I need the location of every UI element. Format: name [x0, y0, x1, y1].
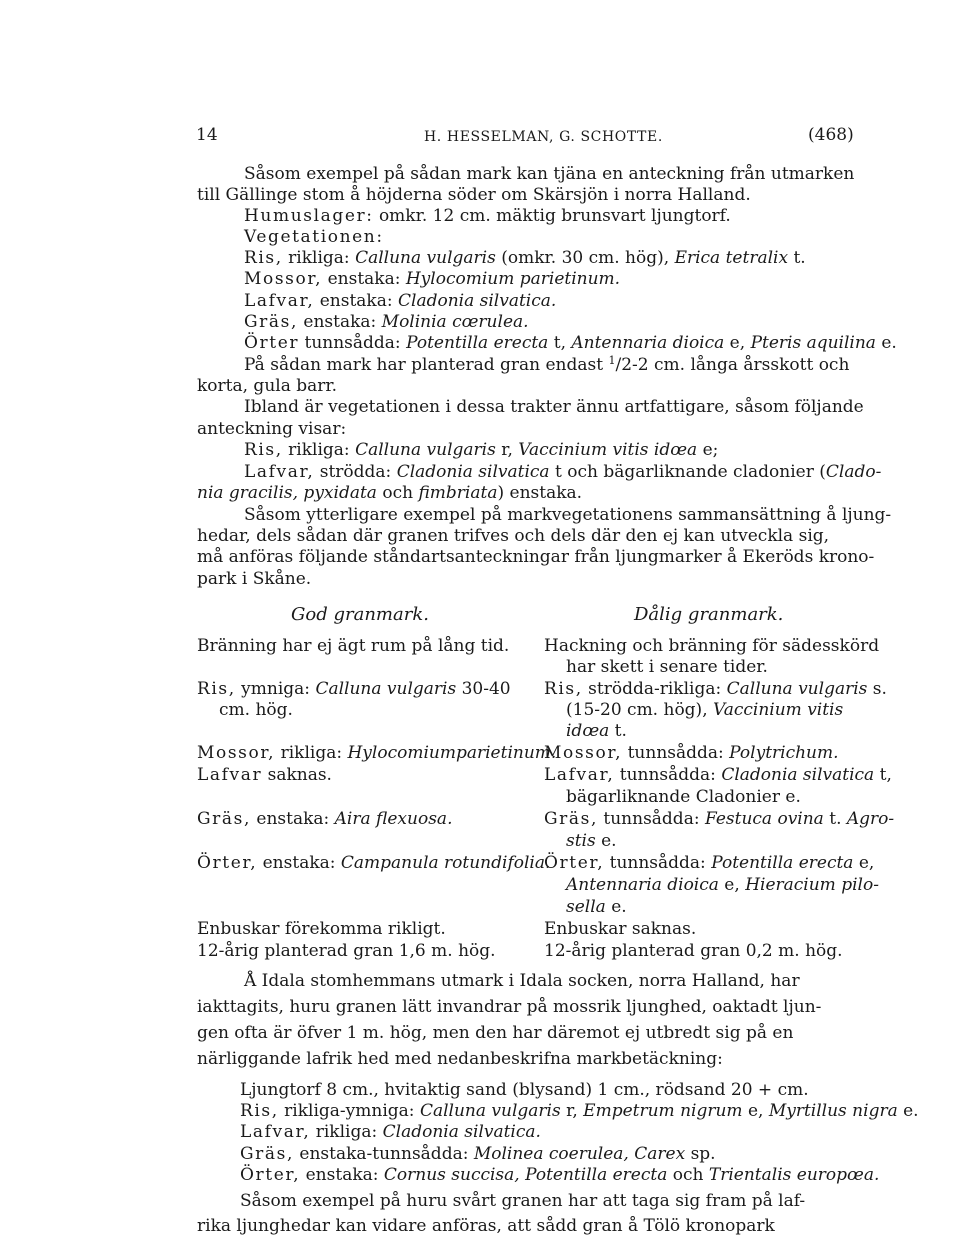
right-row-7: Enbuskar saknas.	[544, 919, 697, 939]
left-row-1: Bränning har ej ägt rum på lång tid.	[197, 636, 510, 656]
left-row-8: 12-årig planterad gran 1,6 m. hög.	[197, 941, 496, 961]
p1-planted-spruce-2: korta, gula barr.	[197, 376, 338, 396]
right-row-2c: idœa t.	[566, 721, 627, 741]
p4-line-2: iakttagits, huru granen lätt invandrar på mossrik ljunghed, oaktadt ljun-	[197, 997, 822, 1017]
right-row-1b: har skett i senare tider.	[566, 657, 768, 677]
page-number: 14	[196, 125, 218, 145]
p4-lafvar: Lafvar, rikliga: Cladonia silvatica.	[240, 1122, 541, 1142]
p3-line-4: park i Skåne.	[197, 569, 312, 589]
right-row-8: 12-årig planterad gran 0,2 m. hög.	[544, 941, 843, 961]
p2-line-1: Ibland är vegetationen i dessa trakter ännu artfattigare, såsom följande	[244, 397, 864, 417]
p2-lafvar: Lafvar, strödda: Cladonia silvatica t och bägarliknande cladonier (Clado-	[244, 462, 882, 482]
left-column-heading: God granmark.	[291, 604, 429, 625]
p4-gras: Gräs, enstaka-tunnsådda: Molinea coerulea, Carex sp.	[240, 1144, 716, 1164]
right-row-4b: bägarliknande Cladonier e.	[566, 787, 801, 807]
right-column-heading: Dålig granmark.	[634, 604, 784, 625]
p1-line-1: Såsom exempel på sådan mark kan tjäna en anteckning från utmarken	[244, 164, 855, 184]
p4-line-3: gen ofta är öfver 1 m. hög, men den har däremot ej utbredt sig på en	[197, 1023, 794, 1043]
p1-mossor: Mossor, enstaka: Hylocomium parietinum.	[244, 269, 621, 289]
p1-orter: Örter tunnsådda: Potentilla erecta t, Antennaria dioica e, Pteris aquilina e.	[244, 333, 897, 353]
right-row-2b: (15-20 cm. hög), Vaccinium vitis	[566, 700, 844, 720]
left-row-3: Mossor, rikliga: Hylocomiumparietinum.	[197, 743, 557, 763]
left-row-5: Gräs, enstaka: Aira flexuosa.	[197, 809, 453, 829]
left-row-2b: cm. hög.	[219, 700, 293, 720]
p1-gras: Gräs, enstaka: Molinia cœrulea.	[244, 312, 529, 332]
original-page-number: (468)	[808, 125, 854, 145]
left-row-4: Lafvar saknas.	[197, 765, 332, 785]
p1-ris: Ris, rikliga: Calluna vulgaris (omkr. 30 cm. hög), Erica tetralix t.	[244, 248, 806, 268]
right-row-6b: Antennaria dioica e, Hieracium pilo-	[566, 875, 879, 895]
p5-line-1: Såsom exempel på huru svårt granen har att taga sig fram på laf-	[240, 1191, 806, 1211]
right-row-6: Örter, tunnsådda: Potentilla erecta e,	[544, 853, 875, 873]
right-row-2: Ris, strödda-rikliga: Calluna vulgaris s.	[544, 679, 887, 699]
left-row-7: Enbuskar förekomma rikligt.	[197, 919, 446, 939]
right-row-3: Mossor, tunnsådda: Polytrichum.	[544, 743, 839, 763]
p1-humus: Humuslager: omkr. 12 cm. mäktig brunsvart ljungtorf.	[244, 206, 731, 226]
p1-line-2: till Gällinge stom å höjderna söder om Skärsjön i norra Halland.	[197, 185, 751, 205]
right-row-4: Lafvar, tunnsådda: Cladonia silvatica t,	[544, 765, 892, 785]
right-row-5b: stis e.	[566, 831, 617, 851]
left-row-6: Örter, enstaka: Campanula rotundifolia.	[197, 853, 551, 873]
running-header-authors: H. HESSELMAN, G. SCHOTTE.	[424, 129, 663, 145]
right-row-5: Gräs, tunnsådda: Festuca ovina t. Agro-	[544, 809, 895, 829]
p4-line-1: Å Idala stomhemmans utmark i Idala socken, norra Halland, har	[244, 971, 800, 991]
p1-lafvar: Lafvar, enstaka: Cladonia silvatica.	[244, 291, 557, 311]
p4-line-4: närliggande lafrik hed med nedanbeskrifna markbetäckning:	[197, 1049, 723, 1069]
right-row-1: Hackning och bränning för sädesskörd	[544, 636, 880, 656]
p2-lafvar-2: nia gracilis, pyxidata och fimbriata) enstaka.	[197, 483, 583, 503]
p3-line-2: hedar, dels sådan där granen trifves och dels där den ej kan utveckla sig,	[197, 526, 830, 546]
p3-line-3: må anföras följande ståndartsanteckningar från ljungmarker å Ekeröds krono-	[197, 547, 875, 567]
p4-ljungtorf: Ljungtorf 8 cm., hvitaktig sand (blysand) 1 cm., rödsand 20 + cm.	[240, 1080, 809, 1100]
p4-orter: Örter, enstaka: Cornus succisa, Potentilla erecta och Trientalis europœa.	[240, 1165, 880, 1185]
p2-ris: Ris, rikliga: Calluna vulgaris r, Vaccinium vitis idœa e;	[244, 440, 719, 460]
left-row-2: Ris, ymniga: Calluna vulgaris 30-40	[197, 679, 511, 699]
p5-line-2: rika ljunghedar kan vidare anföras, att sådd gran å Tölö kronopark	[197, 1216, 775, 1236]
p4-ris: Ris, rikliga-ymniga: Calluna vulgaris r, Empetrum nigrum e, Myrtillus nigra e.	[240, 1101, 919, 1121]
p3-line-1: Såsom ytterligare exempel på markvegetationens sammansättning å ljung-	[244, 505, 892, 525]
p1-planted-spruce: På sådan mark har planterad gran endast $^1$/2-2 cm. långa årsskott och	[244, 354, 850, 375]
p1-vegetation-label: Vegetationen:	[244, 227, 384, 247]
right-row-6c: sella e.	[566, 897, 627, 917]
p2-line-2: anteckning visar:	[197, 419, 347, 439]
